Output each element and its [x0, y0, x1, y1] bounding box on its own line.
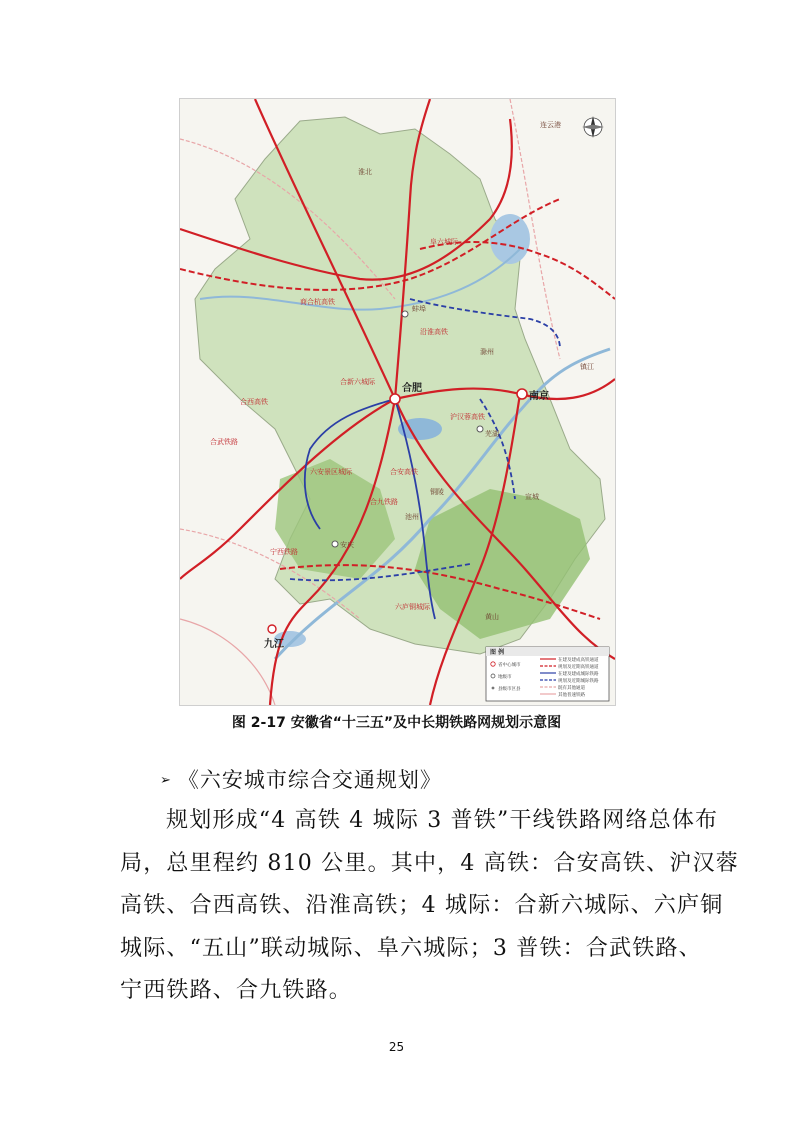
rail-network-map	[179, 98, 616, 706]
nanjing-marker	[517, 389, 527, 399]
paragraph-line: 宁西铁路、合九铁路。	[120, 978, 353, 1003]
legend-title: 图 例	[490, 649, 505, 656]
label-zhenjiang: 镇江	[580, 363, 594, 371]
hefei-marker	[390, 394, 400, 404]
section-heading	[160, 764, 442, 794]
section-title: 《六安城市综合交通规划》	[177, 768, 442, 792]
jiujiang-marker	[268, 625, 276, 633]
anqing-marker	[332, 541, 338, 547]
paragraph-line: 局，总里程约 810 公里。其中，4 高铁：合安高铁、沪汉蓉	[120, 850, 739, 876]
label-huaibei: 淮北	[358, 168, 372, 176]
line-label: 沪汉蓉高铁	[450, 413, 485, 421]
wuhu-marker	[477, 426, 483, 432]
line-label: 合安高铁	[390, 468, 418, 476]
hongze-lake	[490, 214, 530, 264]
label-chizhou: 池州	[405, 513, 419, 521]
label-tongling: 铜陵	[430, 488, 444, 496]
label-nanjing: 南京	[529, 391, 549, 402]
legend-item: 县级市区县	[498, 687, 521, 692]
figure-caption: 图 2-17 安徽省“十三五”及中长期铁路网规划示意图	[231, 715, 562, 731]
legend-item: 在建及建成高铁通道	[558, 658, 599, 663]
label-lianyungang: 连云港	[540, 121, 561, 129]
legend-item: 省中心城市	[498, 663, 521, 668]
label-xuancheng: 宣城	[525, 493, 539, 501]
legend-item: 其他普速铁路	[558, 693, 585, 698]
line-label: 合武铁路	[210, 438, 238, 446]
bengbu-marker	[402, 311, 408, 317]
line-label: 六庐铜城际	[395, 603, 430, 611]
legend-item: 既有其他通道	[558, 686, 585, 691]
paragraph-line: 规划形成“4 高铁 4 城际 3 普铁”干线铁路网络总体布	[166, 808, 719, 833]
page-number: 25	[388, 1040, 405, 1054]
body-paragraph	[120, 800, 739, 1013]
label-wuhu: 芜湖	[485, 430, 499, 438]
paragraph-line: 高铁、合西高铁、沿淮高铁；4 城际：合新六城际、六庐铜	[120, 893, 724, 918]
label-chuzhou: 滁州	[480, 348, 494, 356]
line-label: 商合杭高铁	[300, 298, 335, 306]
line-label: 宁西铁路	[270, 548, 298, 556]
label-bengbu: 蚌埠	[412, 305, 426, 313]
bullet-icon: ➢	[160, 773, 172, 788]
line-label: 合九铁路	[370, 498, 398, 506]
paragraph-line: 城际、“五山”联动城际、阜六城际；3 普铁：合武铁路、	[120, 935, 702, 961]
legend-item: 在建及建成城际铁路	[558, 672, 599, 677]
line-label: 阜六城际	[430, 238, 458, 246]
legend-item: 规划及近期高铁通道	[558, 665, 599, 670]
legend-item: 地级市	[498, 675, 512, 680]
map-legend	[486, 647, 609, 701]
line-label: 沿淮高铁	[420, 328, 448, 336]
line-label: 六安景区城际	[310, 468, 352, 476]
label-hefei: 合肥	[402, 383, 422, 394]
label-anqing: 安庆	[340, 541, 354, 549]
label-jiujiang: 九江	[264, 639, 284, 650]
line-label: 合西高铁	[240, 398, 268, 406]
legend-item: 规划及近期城际铁路	[558, 679, 599, 684]
line-label: 合新六城际	[340, 378, 375, 386]
label-huangshan: 黄山	[485, 613, 499, 621]
